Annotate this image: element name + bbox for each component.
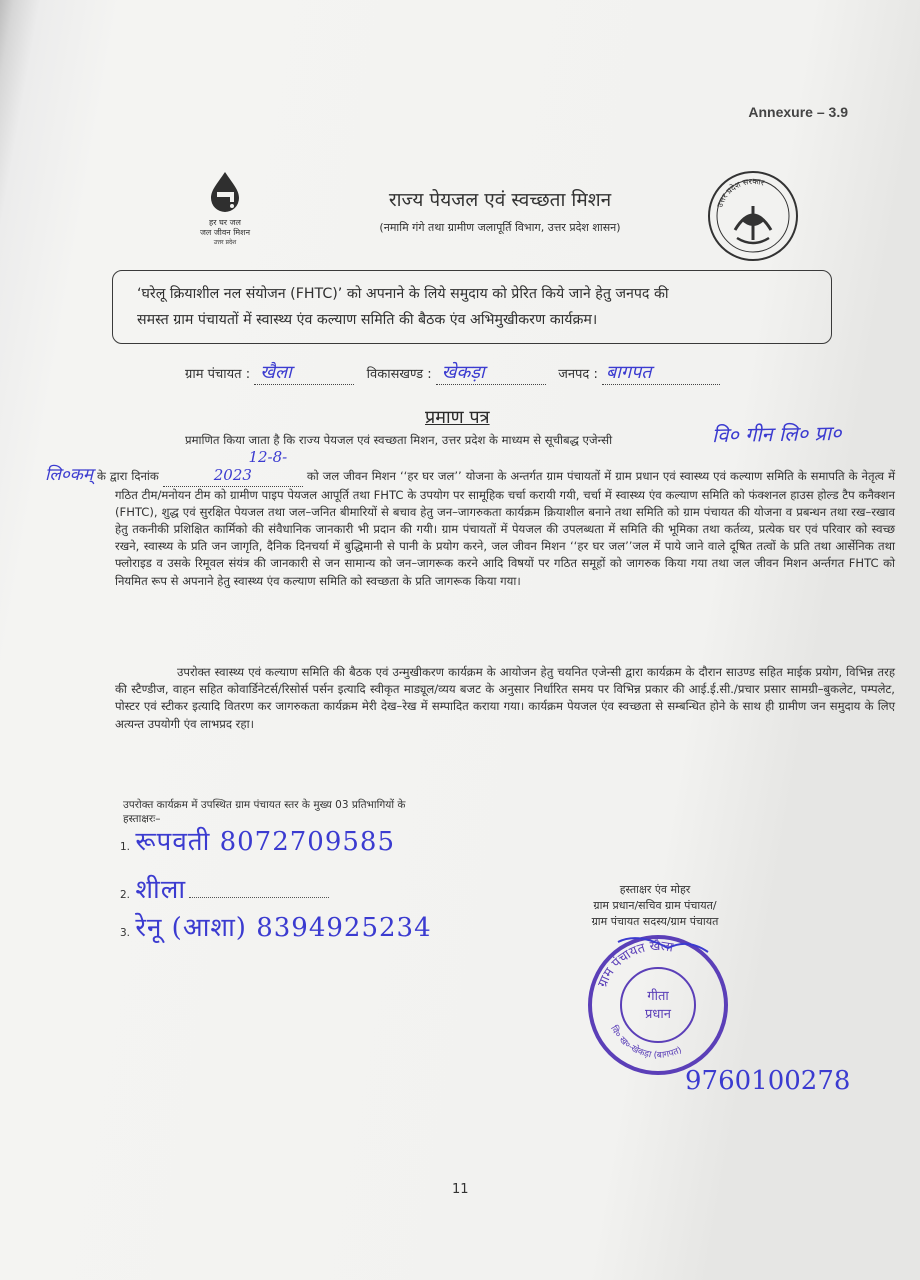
certificate-paragraph-1: [45, 432, 896, 590]
location-row: [185, 360, 805, 385]
participants-intro-1: उपरोक्त कार्यक्रम में उपस्थित ग्राम पंचायत स्तर के मुख्य 03 प्रतिभागियों के: [123, 799, 406, 811]
water-drop-tap-icon: [203, 170, 247, 214]
participant-signature: रूपवती 8072709585: [135, 827, 396, 857]
participant-signature: रेनू (आशा) 8394925234: [135, 913, 432, 943]
program-title-box: [112, 270, 832, 344]
signature-line-1: हस्ताक्षर एंव मोहर: [619, 883, 691, 896]
participant-row: [120, 822, 395, 858]
har-ghar-jal-logo: [185, 170, 265, 248]
svg-text:वि० ख०-खेकड़ा (बागपत): [608, 1023, 684, 1061]
p1-part-c: को जल जीवन मिशन ‘‘हर घर जल’’ योजना के अन्तर्गत ग्राम पंचायतों में ग्राम प्रधान एवं स्वास्थ्य एवं कल्याण समिति के समापति के नेतृत्व में गठित टीम/मनोयन टीम को ग्रामीण पाइप पेयजल आपूर्ति तथा FHTC के उपयोग पर सामूहिक चर्चा करायी गयी, चर्चा में स्वास्थ्य एंव कल्याण समिति को फंक्शनल हाउस होल्ड टैप कनैक्शन (FHTC), शुद्ध एवं सुरक्षित पेयजल तथा जल–जनित बीमारियों से बचाव हेतु जन–जागरुकता कार्यक्रम क्रियाशील बनाने तथा समिति को ग्राम पंचायत की योजना व प्रबन्धन तथा रख–रखाव हेतु तकनीकी प्रशिक्षित कार्मिको की संवैधानिक जानकारी भी प्रदान की गयी। ग्राम पंचायतों में पेयजल की उपलब्धता में समिति की भूमिका तथा कर्तव्य, प्रत्येक घर एवं परिवार को स्वच्छ रखने, स्वास्थ्य के प्रति जन जागृति, दैनिक दिनचर्या में बुद्धिमानी से पानी के प्रयोग करने, जल जीवन मिशन ‘‘हर घर जल’’जल में पाये जाने वाले दूषित तत्वों के प्रति तथा आर्सेनिक तथा फ्लोराइड व उसके रिमूवल संयंत्र की जानकारी से जन सामान्य को जन–जागरूक करने आदि विषयों पर गठित समूहों को जागरुक किया गया तथा जल जीवन मिशन अर्न्तगत FHTC को नियमित रूप से अपनाने हेतु स्वास्थ्य एंव कल्याण समिति को स्वच्छता के प्रति जागरूक किया गया।: [115, 469, 896, 588]
certificate-title: प्रमाण पत्र: [425, 407, 490, 428]
emblem-text: उत्तर प्रदेश सरकार: [715, 176, 766, 209]
program-line-1: ‘घरेलू क्रियाशील नल संयोजन (FHTC)’ को अपनाने के लिये समुदाय को प्रेरित किये जाने हेतु जनपद की: [137, 286, 669, 302]
program-line-2: समस्त ग्राम पंचायतों में स्वास्थ्य एंव कल्याण समिति की बैठक एंव अभिमुखीकरण कार्यक्रम।: [137, 312, 598, 328]
org-title: राज्य पेयजल एवं स्वच्छता मिशन: [388, 189, 612, 211]
participant-row: [120, 870, 329, 906]
gram-panchayat-label: ग्राम पंचायत :: [185, 367, 251, 382]
seal-outer-text: ग्राम पंचायत खैला: [595, 938, 675, 990]
gram-panchayat-value: खैला: [260, 362, 292, 383]
date-handwritten: 12-8-2023: [213, 448, 288, 485]
participant-number: 1.: [120, 841, 131, 853]
seal-bottom-text: वि० ख०-खेकड़ा (बागपत): [608, 1024, 684, 1061]
signature-block: [540, 882, 770, 930]
p1-part-b: के द्वारा दिनांक: [97, 469, 159, 484]
phone-handwritten: 9760100278: [685, 1066, 851, 1096]
gram-pradhan-seal: [578, 930, 738, 1080]
block-label: विकासखण्ड :: [366, 367, 432, 382]
block-value: खेकड़ा: [441, 362, 485, 383]
svg-text:उत्तर प्रदेश सरकार: [715, 177, 766, 209]
org-subtitle: (नमामि गंगे तथा ग्रामीण जलापूर्ति विभाग, उत्तर प्रदेश शासन): [379, 221, 621, 234]
p1-part-a: प्रमाणित किया जाता है कि राज्य पेयजल एवं स्वच्छता मिशन, उत्तर प्रदेश के माध्यम से सूचीबद्ध एजेन्सी: [185, 433, 613, 447]
organization-header: [290, 186, 710, 235]
seal-designation: प्रधान: [645, 1007, 671, 1022]
participant-number: 3.: [120, 927, 131, 939]
district-value: बागपत: [606, 362, 652, 383]
page-number: 11: [452, 1182, 469, 1197]
logo-caption-3: उत्तर प्रदेश: [213, 239, 237, 246]
signature-line-2: ग्राम प्रधान/सचिव ग्राम पंचायत/: [593, 899, 717, 912]
annexure-label: Annexure – 3.9: [748, 104, 848, 120]
logo-caption-1: हर घर जल: [209, 218, 241, 227]
participant-number: 2.: [120, 889, 131, 901]
district-label: जनपद :: [558, 367, 598, 382]
agency-name-handwritten-2: लि०कम्: [45, 465, 93, 486]
signature-line-3: ग्राम पंचायत सदस्य/ग्राम पंचायत: [591, 915, 719, 928]
agency-name-handwritten: वि० गीन लि० प्रा०: [711, 420, 842, 448]
certificate-paragraph-2: उपरोक्त स्वास्थ्य एवं कल्याण समिति की बैठक एवं उन्मुखीकरण कार्यक्रम के आयोजन हेतु चयनित एजेन्सी द्वारा कार्यक्रम के दौरान साउण्ड सहित माईक प्रयोग, विभिन्न तरह की स्टैण्डीज, वाहन सहित कोवार्डिनेटर्स/रिसोर्स पर्सन इत्यादि स्वीकृत माड्यूल/व्यय बजट के अनुसार निर्धारित समय पर विभिन्न प्रकार की आई.ई.सी./प्रचार प्रसार सामग्री–बुकलेट, पम्पलेट, पोस्टर एवं स्टीकर इत्यादि वितरण कर जागरुकता कार्यक्रम मेरी देख–रेख में सम्पादित कराया गया। कार्यक्रम पेयजल एंव स्वच्छता से सम्बन्धित होने के साथ ही ग्रामीण जन समुदाय के लिए अत्यन्त उपयोगी एंव लाभप्रद रहा।: [115, 665, 895, 731]
logo-caption-2: जल जीवन मिशन: [199, 228, 251, 237]
participants-intro-2: हस्ताक्षरः–: [123, 813, 161, 825]
seal-name: गीता: [647, 989, 669, 1004]
participant-signature: शीला: [135, 875, 187, 905]
participant-row: [120, 908, 432, 944]
up-government-emblem-icon: [707, 170, 799, 262]
